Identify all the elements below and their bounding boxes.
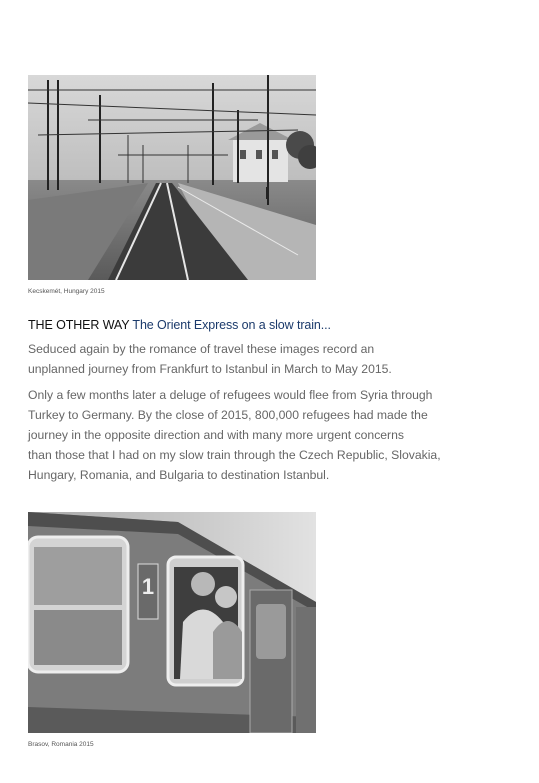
intro-paragraph [28,339,508,379]
photo-caption: Brasov, Romania 2015 [28,741,94,748]
text-line: Only a few months later a deluge of refugees would flee from Syria through [28,388,433,402]
photo-caption: Kecskemét, Hungary 2015 [28,288,105,295]
text-line: Hungary, Romania, and Bulgaria to destination Istanbul. [28,468,330,482]
car-number: 1 [141,574,155,599]
text-line: than those that I had on my slow train through the Czech Republic, Slovakia, [28,448,441,462]
railway-station-photo [28,75,316,280]
text-line: Seduced again by the romance of travel these images record an [28,342,375,356]
text-line: unplanned journey from Frankfurt to Istanbul in March to May 2015. [28,362,392,376]
train-window-photo [28,512,316,733]
heading-subtitle: The Orient Express on a slow train... [132,318,331,332]
section-heading [28,318,331,332]
text-line: Turkey to Germany. By the close of 2015, 800,000 refugees had made the [28,408,428,422]
text-line: journey in the opposite direction and with many more urgent concerns [28,428,404,442]
refugee-paragraph [28,385,508,485]
heading-lead: THE OTHER WAY [28,318,130,332]
